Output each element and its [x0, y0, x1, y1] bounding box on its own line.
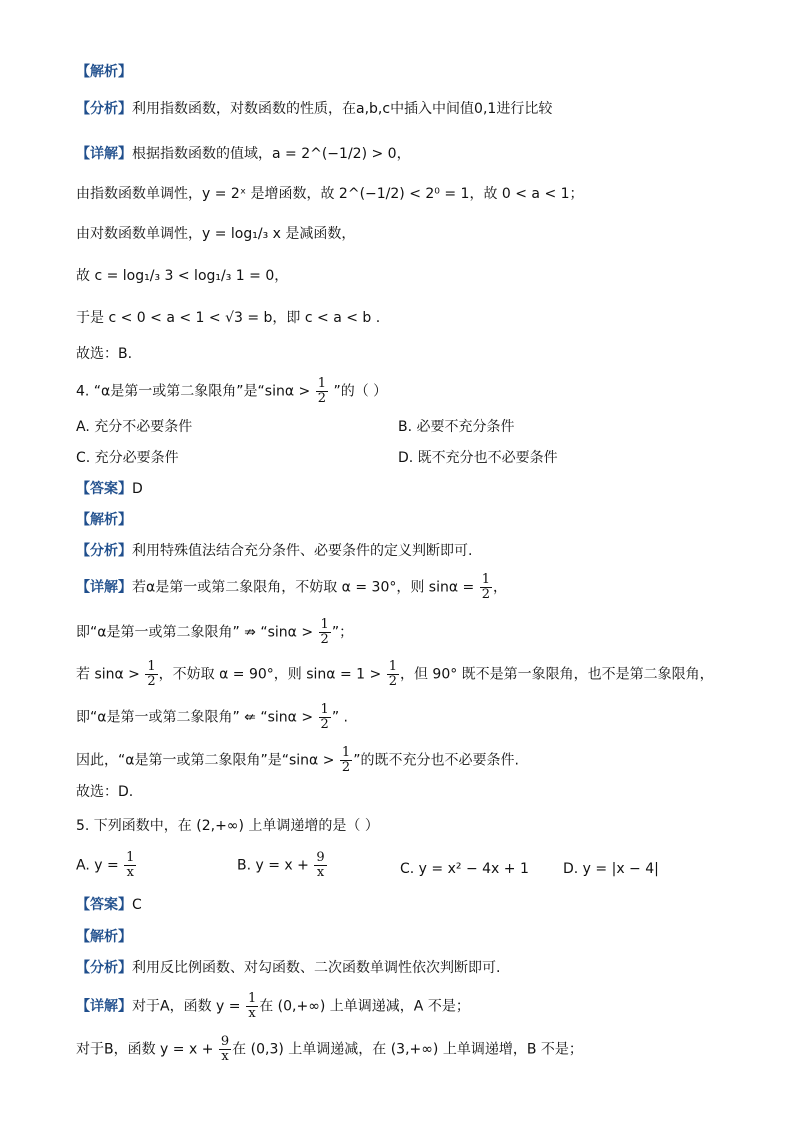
q5-option-d: D. y = |x − 4|: [563, 861, 659, 877]
detail-line-3: 由对数函数单调性，y = log₁/₃ x 是减函数，: [76, 226, 356, 242]
fraction-numerator: 1: [320, 617, 329, 632]
question-5: 5. 下列函数中，在 (2,+∞) 上单调递增的是（ ）: [76, 818, 379, 834]
fraction-denominator: 2: [317, 391, 326, 406]
fraction-1-over-x: [124, 851, 136, 880]
analysis-text: 利用特殊值法结合充分条件、必要条件的定义判断即可.: [132, 543, 473, 559]
option-text: B. y = x +: [237, 857, 309, 874]
fraction-numerator: 1: [126, 850, 135, 865]
detail-text-tail: ，但 90° 既不是第一象限角，也不是第二象限角，: [399, 666, 714, 683]
q5-detail-line-2: [76, 1035, 583, 1064]
fraction-numerator: 1: [317, 376, 326, 391]
detail-text: 对于B，函数 y = x +: [76, 1041, 214, 1058]
detail-line-1: [76, 144, 411, 164]
detail-text-tail: 在 (0,+∞) 上单调递减，A 不是；: [259, 998, 470, 1015]
question-4: [76, 377, 387, 406]
detail-text: 即“α是第一或第二象限角” ⇏ “sinα >: [76, 624, 314, 641]
question-4-tail: ”的（ ）: [333, 383, 388, 400]
q4-detail-line-3: [76, 660, 714, 689]
fraction-denominator: 2: [320, 717, 329, 732]
fraction-denominator: x: [221, 1049, 229, 1064]
q4-option-a: A. 充分不必要条件: [76, 419, 193, 435]
section-heading-analysis: 【解析】: [76, 64, 132, 80]
detail-text-tail: ” .: [331, 709, 348, 726]
detail-tag: 【详解】: [76, 998, 132, 1015]
answer-tag: 【答案】: [76, 897, 132, 913]
analysis-text: 利用指数函数，对数函数的性质，在a,b,c中插入中间值0,1进行比较: [132, 101, 553, 117]
fraction-9-over-x: [314, 851, 326, 880]
fraction-numerator: 1: [481, 572, 491, 587]
q4-analysis-line: [76, 541, 472, 561]
fraction-numerator: 1: [341, 745, 351, 760]
analysis-tag: 【分析】: [76, 960, 132, 976]
analysis-tag: 【分析】: [76, 543, 132, 559]
detail-text: 根据指数函数的值域，a = 2^(−1/2) > 0，: [132, 146, 411, 162]
q5-option-a: [76, 851, 137, 880]
fraction-numerator: 1: [247, 991, 257, 1006]
detail-text: 对于A，函数 y =: [132, 998, 241, 1015]
fraction-numerator: 9: [316, 850, 325, 865]
detail-text: 即“α是第一或第二象限角” ⇍ “sinα >: [76, 709, 314, 726]
q4-analysis-heading: 【解析】: [76, 512, 132, 528]
detail-text-tail: ”；: [331, 624, 354, 641]
fraction-denominator: 2: [388, 674, 397, 689]
q4-detail-line-1: [76, 573, 507, 602]
question-4-stem: 4. “α是第一或第二象限角”是“sinα >: [76, 383, 311, 400]
q5-option-b: [237, 851, 328, 880]
q5-option-c: C. y = x² − 4x + 1: [400, 861, 529, 877]
fraction-one-half: [145, 660, 157, 689]
detail-text-tail: 在 (0,3) 上单调递减，在 (3,+∞) 上单调递增，B 不是；: [232, 1041, 583, 1058]
detail-text: 若 sinα >: [76, 666, 140, 683]
detail-text-tail: ”的既不充分也不必要条件.: [353, 752, 519, 769]
fraction-numerator: 1: [388, 659, 397, 674]
fraction-denominator: 2: [320, 632, 329, 647]
q4-option-c: C. 充分必要条件: [76, 450, 179, 466]
q5-detail-line-1: [76, 992, 470, 1021]
answer-choice-line: 故选：B.: [76, 346, 133, 362]
q4-answer: [76, 479, 143, 499]
answer-value: C: [132, 897, 142, 913]
fraction-1-over-x: [246, 992, 258, 1021]
answer-tag: 【答案】: [76, 481, 132, 497]
detail-line-5: 于是 c < 0 < a < 1 < √3 = b，即 c < a < b .: [76, 310, 381, 326]
q4-option-b: B. 必要不充分条件: [398, 419, 515, 435]
fraction-denominator: 2: [481, 587, 491, 602]
detail-text: 因此，“α是第一或第二象限角”是“sinα >: [76, 752, 335, 769]
answer-value: D: [132, 481, 143, 497]
detail-line-2: 由指数函数单调性，y = 2ˣ 是增函数，故 2^(−1/2) < 2⁰ = 1，故 0 < a < 1；: [76, 186, 584, 202]
fraction-numerator: 9: [220, 1034, 230, 1049]
detail-tag: 【详解】: [76, 146, 132, 162]
q5-answer: [76, 895, 142, 915]
fraction-denominator: x: [126, 865, 134, 880]
fraction-one-half: [480, 573, 492, 602]
q4-detail-line-2: [76, 618, 353, 647]
analysis-text: 利用反比例函数、对勾函数、二次函数单调性依次判断即可.: [132, 960, 501, 976]
fraction-one-half: [316, 377, 328, 406]
detail-line-4: 故 c = log₁/₃ 3 < log₁/₃ 1 = 0，: [76, 268, 289, 284]
q5-analysis-heading: 【解析】: [76, 929, 132, 945]
fraction-denominator: 2: [341, 760, 351, 775]
fraction-denominator: x: [248, 1006, 256, 1021]
fraction-one-half: [319, 618, 331, 647]
fraction-9-over-x: [219, 1035, 231, 1064]
fraction-one-half: [387, 660, 399, 689]
analysis-line: [76, 99, 552, 119]
detail-text: 若α是第一或第二象限角，不妨取 α = 30°，则 sinα =: [132, 579, 475, 596]
fraction-numerator: 1: [320, 702, 329, 717]
q4-detail-line-4: [76, 703, 348, 732]
fraction-numerator: 1: [147, 659, 156, 674]
q4-detail-line-5: [76, 746, 519, 775]
detail-tag: 【详解】: [76, 579, 132, 596]
q5-analysis-line: [76, 958, 500, 978]
fraction-denominator: x: [316, 865, 325, 880]
q4-choice: 故选：D.: [76, 784, 134, 800]
fraction-denominator: 2: [147, 674, 156, 689]
fraction-one-half: [319, 703, 331, 732]
detail-text-mid: ，不妨取 α = 90°，则 sinα = 1 >: [158, 666, 382, 683]
detail-text-tail: ，: [493, 579, 508, 596]
option-text: A. y =: [76, 857, 119, 874]
fraction-one-half: [340, 746, 352, 775]
q4-option-d: D. 既不充分也不必要条件: [398, 450, 558, 466]
analysis-tag: 【分析】: [76, 101, 132, 117]
